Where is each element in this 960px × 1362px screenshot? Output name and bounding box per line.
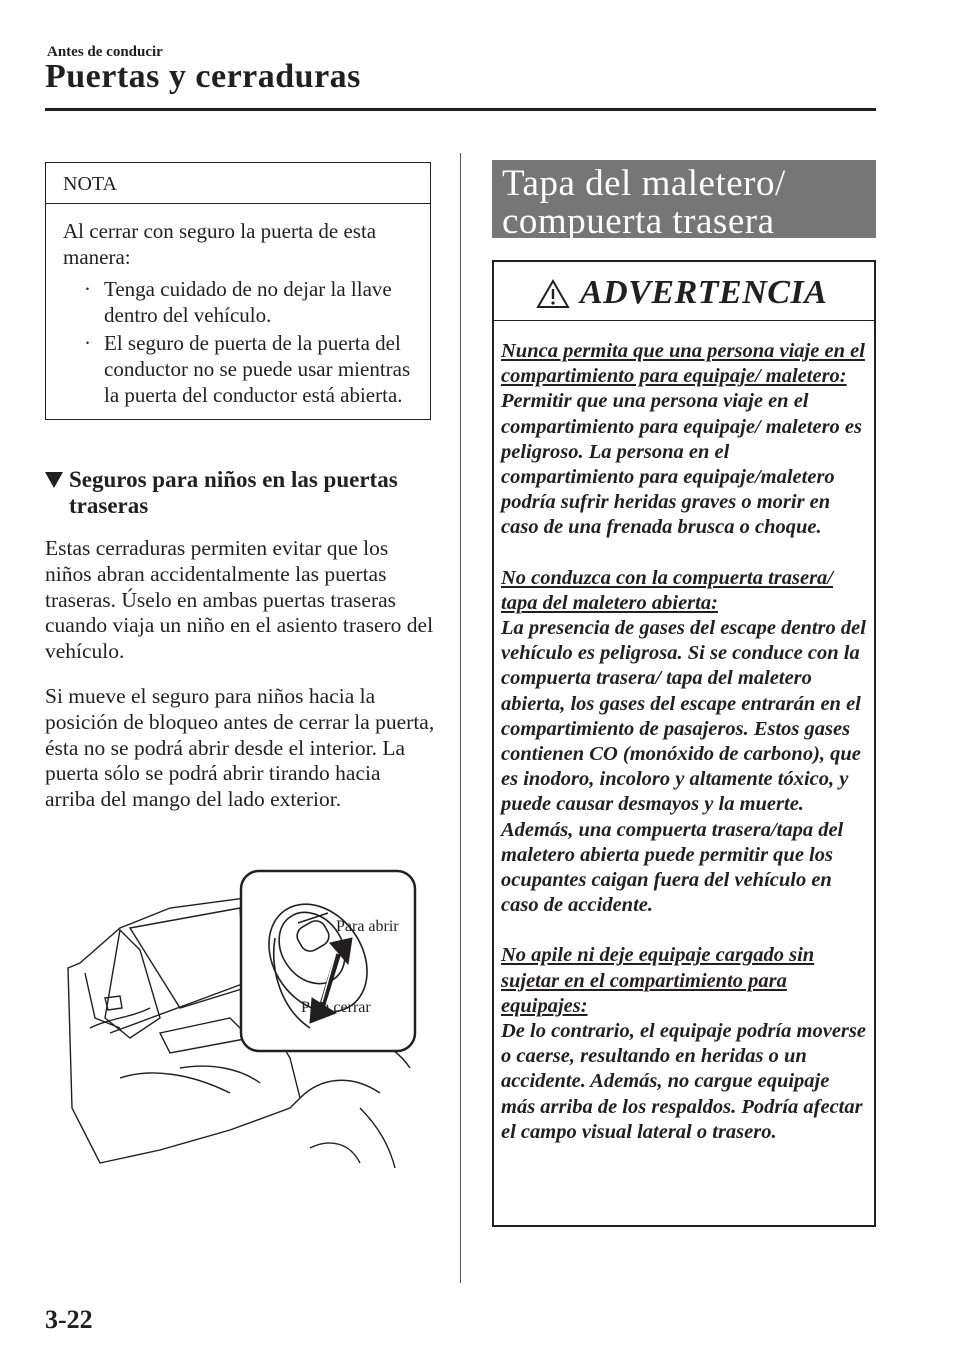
- note-box: [45, 162, 431, 420]
- column-divider: [460, 153, 461, 1283]
- note-bullet-text: Tenga cuidado de no dejar la llave dentro del vehículo.: [104, 277, 392, 327]
- label-para-cerrar: Para cerrar: [301, 999, 371, 1016]
- note-intro: Al cerrar con seguro la puerta de esta manera:: [63, 219, 377, 269]
- section-heading: [45, 467, 435, 519]
- warning-title: ADVERTENCIA: [580, 274, 828, 311]
- bullet-dot-icon: ·: [84, 277, 91, 301]
- child-lock-illustration: [60, 868, 420, 1170]
- warning-triangle-icon: [536, 279, 570, 309]
- warning-box: [492, 260, 876, 1227]
- warning-subheading: No apile ni deje equipaje cargado sin sujetar en el compartimiento para equipajes:: [501, 944, 815, 1017]
- header-rule: [45, 108, 876, 111]
- warning-header: [494, 262, 874, 321]
- body-paragraph: Estas cerraduras permiten evitar que los niños abran accidentalmente las puertas traseras. Úselo en ambas puertas traseras cuando viaja un niño en el asiento trasero del vehículo.: [45, 536, 434, 664]
- body-paragraph: Si mueve el seguro para niños hacia la posición de bloqueo antes de cerrar la puerta, ésta no se podrá abrir desde el interior. La puerta sólo se podrá abrir tirando hacia arriba del mango del lado exterior.: [45, 684, 435, 812]
- note-heading: NOTA: [46, 163, 430, 204]
- note-bullet-text: El seguro de puerta de la puerta del conductor no se puede usar mientras la puerta del conductor está abierta.: [104, 331, 411, 407]
- bullet-dot-icon: ·: [84, 331, 91, 355]
- warning-subheading: No conduzca con la compuerta trasera/ tapa del maletero abierta:: [501, 566, 833, 614]
- note-bullet: [63, 330, 418, 408]
- warning-text: Permitir que una persona viaje en el compartimiento para equipaje/ maletero es peligroso. La persona en el compartimiento para equipaje/maletero podría sufrir heridas graves o morir en caso de una frenada brusca o choque.: [501, 390, 863, 539]
- page-number: 3-22: [45, 1305, 93, 1334]
- banner-line: Tapa del maletero/: [502, 163, 786, 204]
- section-label: Antes de conducir: [47, 44, 163, 60]
- label-para-abrir: Para abrir: [336, 918, 399, 935]
- section-banner: [492, 160, 876, 242]
- section-heading-text: Seguros para niños en las puertas traseras: [69, 467, 398, 518]
- warning-text: De lo contrario, el equipaje podría moverse o caerse, resultando en heridas o un accidente. Además, no cargue equipaje más arriba de los respaldos. Podría afectar el campo visual lateral o trasero.: [501, 1020, 866, 1143]
- page-title: Puertas y cerraduras: [45, 58, 361, 95]
- car-door-drawing: [60, 868, 420, 1170]
- banner-line: compuerta trasera: [502, 201, 775, 242]
- note-bullet: [63, 276, 418, 328]
- warning-text: La presencia de gases del escape dentro del vehículo es peligrosa. Si se conduce con la compuerta trasera/ tapa del maletero abierta, los gases del escape entrarán en el compartimiento de pasajeros. Estos gases contienen CO (monóxido de carbono), que es inodoro, incoloro y altamente tóxico, y puede causar desmayos y la muerte. Además, una compuerta trasera/tapa del maletero abierta puede permitir que los ocupantes caigan fuera del vehículo en caso de accidente.: [501, 617, 866, 917]
- warning-subheading: Nunca permita que una persona viaje en el compartimiento para equipaje/ maletero:: [501, 340, 865, 388]
- triangle-bullet-icon: [45, 472, 63, 488]
